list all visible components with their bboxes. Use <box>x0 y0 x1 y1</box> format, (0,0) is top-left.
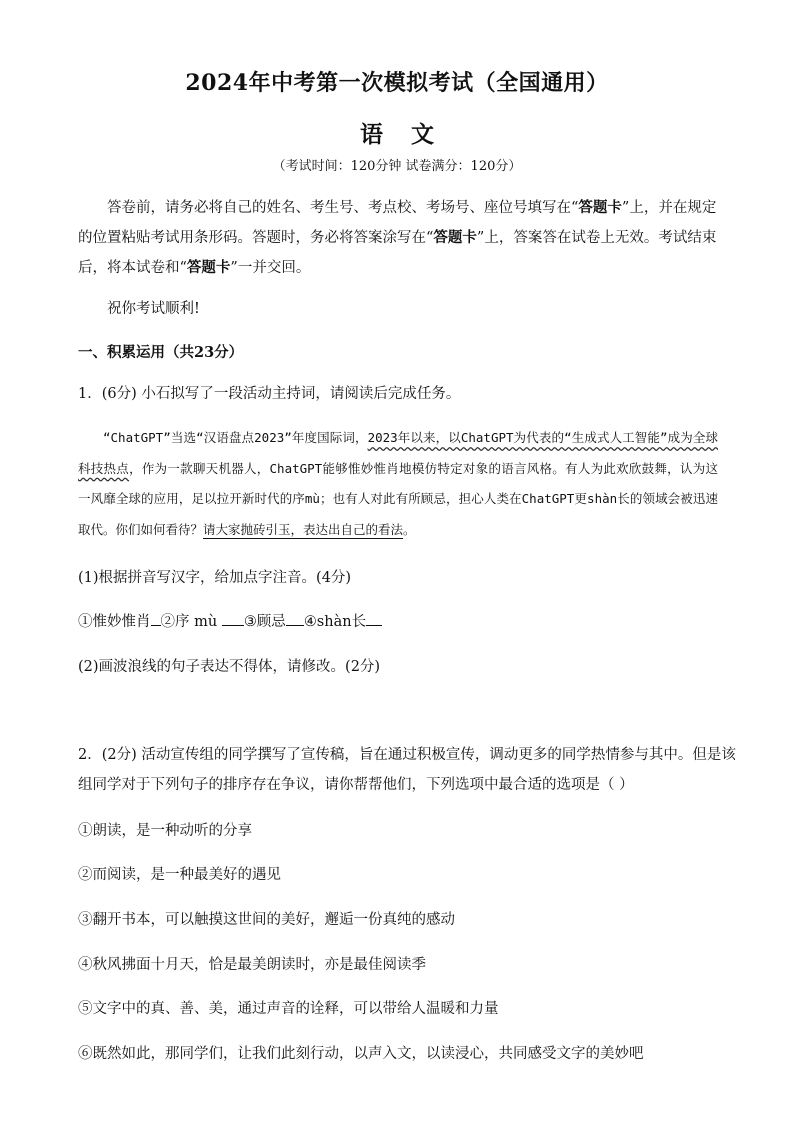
item-a: ①惟妙惟肖 <box>78 614 151 630</box>
sentence-option-5: ⑤文字中的真、善、美，通过声音的诠释，可以带给人温暖和力量 <box>78 1001 499 1017</box>
answer-card-term-2: 答题卡 <box>433 229 477 246</box>
instructions-text-2: ”上，并在规定的位置粘贴考试用条形码。答题时，务必将答案涂写在“ <box>78 200 717 246</box>
exam-info: （考试时间：120分钟 试卷满分：120分） <box>272 159 522 174</box>
sentence-option-1: ①朗读，是一种动听的分享 <box>78 823 252 839</box>
question-1-sub-1: (1)根据拼音写汉字，给加点字注音。(4分) <box>78 570 352 586</box>
answer-blank-a[interactable] <box>151 611 161 626</box>
sentence-option-4: ④秋风拂面十月天，恰是最美朗读时，亦是最佳阅读季 <box>78 957 426 973</box>
question-1-sub-1-items <box>78 610 382 631</box>
question-1-sub-2: (2)画波浪线的句子表达不得体，请修改。(2分) <box>78 659 381 675</box>
answer-card-term-3: 答题卡 <box>186 259 231 276</box>
wavy-underlined-sentence: 2023年以来，以ChatGPT为代表的“生成式人工智能”成为全球科技热点 <box>78 430 718 476</box>
underlined-sentence: 请大家抛砖引玉，表达出自己的看法 <box>203 521 404 537</box>
instructions-text-4: ”一并交回。 <box>230 260 311 276</box>
item-b: ②序 mù <box>160 614 218 630</box>
instructions-paragraph <box>78 193 723 283</box>
passage-text-1: “ChatGPT”当选“汉语盘点2023”年度国际词， <box>103 430 368 445</box>
good-luck-text: 祝你考试顺利! <box>107 301 200 317</box>
passage-text-3: 。 <box>403 521 416 537</box>
answer-card-term-1: 答题卡 <box>578 199 622 216</box>
answer-blank-b[interactable] <box>222 611 244 626</box>
question-1-stem: 1．(6分) 小石拟写了一段活动主持词，请阅读后完成任务。 <box>78 386 461 402</box>
sentence-option-6: ⑥既然如此，那同学们，让我们此刻行动，以声入文，以读浸心，共同感受文字的美妙吧 <box>78 1046 644 1062</box>
answer-blank-d[interactable] <box>366 611 382 626</box>
subject-title: 语文 <box>360 121 462 148</box>
host-script-passage <box>78 423 718 545</box>
sentence-option-2: ②而阅读，是一种最美好的遇见 <box>78 867 281 883</box>
sentence-option-3: ③翻开书本，可以触摸这世间的美好，邂逅一份真纯的感动 <box>78 912 455 928</box>
instructions-text-1: 答卷前，请务必将自己的姓名、考生号、考点校、考场号、座位号填写在“ <box>107 200 579 216</box>
item-c: ③顾忌 <box>243 614 286 630</box>
question-2-stem-line-1: 2．(2分) 活动宣传组的同学撰写了宣传稿，旨在通过积极宣传，调动更多的同学热情参与其中。但是该 <box>78 747 736 763</box>
section-heading: 一、积累运用（共23分） <box>78 344 244 361</box>
question-2-stem-line-2: 组同学对于下列句子的排序存在争议，请你帮帮他们，下列选项中最合适的选项是（ ） <box>78 777 634 793</box>
passage-text-2: ，作为一款聊天机器人，ChatGPT能够惟妙惟肖地模仿特定对象的语言风格。有人为此欢欣鼓舞，认为这一风靡全球的应用，足以拉开新时代的序mù；也有人对此有所顾忌，担心人类在ChatGPT更shàn长的领域会被迅速取代。你们如何看待？ <box>78 460 718 537</box>
instructions-text-3: ”上，答案答在试卷上无效。考试结束后，将本试卷和“ <box>78 230 717 276</box>
answer-blank-c[interactable] <box>286 611 304 626</box>
exam-title: 2024年中考第一次模拟考试（全国通用） <box>185 70 609 96</box>
item-d: ④shàn长 <box>303 614 367 630</box>
